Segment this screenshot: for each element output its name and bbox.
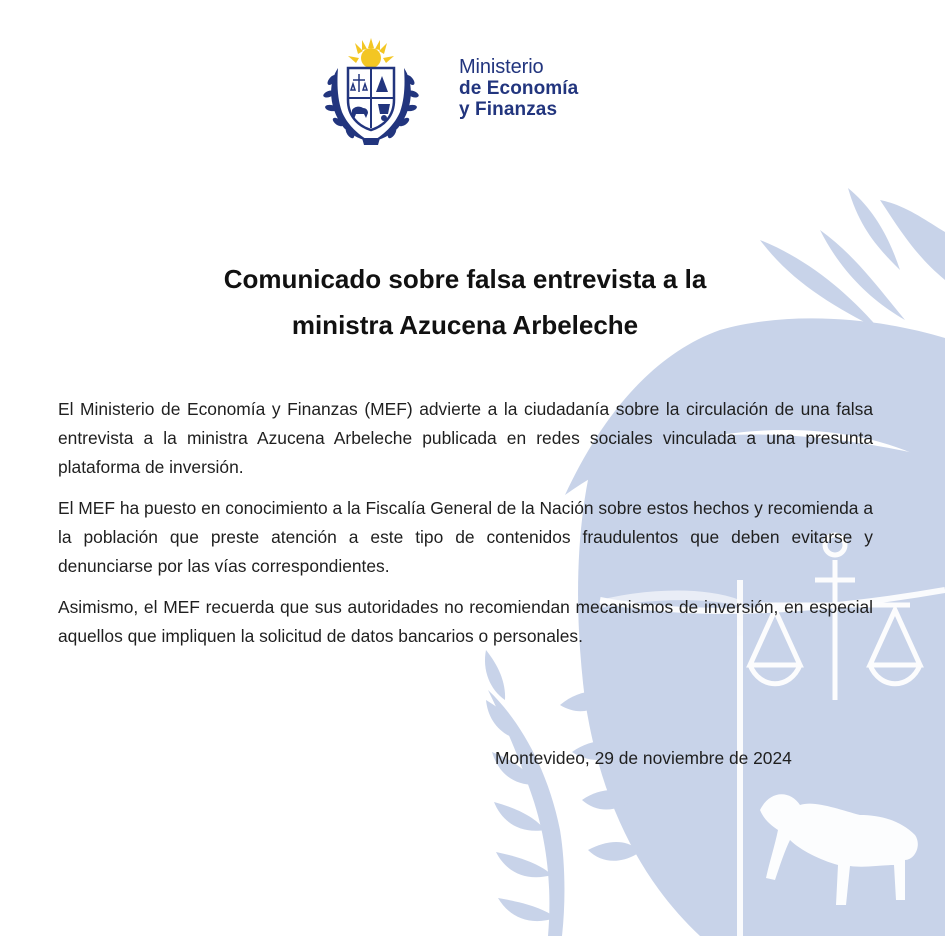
paragraph-2: El MEF ha puesto en conocimiento a la Fiscalía General de la Nación sobre estos hechos y recomienda a la población que preste atención a este tipo de contenidos fraudulentos que deben evitarse y denunciarse por las vías correspondientes. <box>58 498 873 576</box>
uruguay-coat-of-arms-icon <box>322 38 420 146</box>
ministry-name-line3: y Finanzas <box>459 99 558 120</box>
ministry-name-line2: de Economía <box>459 78 579 99</box>
title-line-2: ministra Azucena Arbeleche <box>291 310 639 340</box>
paragraph-1: El Ministerio de Economía y Finanzas (MEF) advierte a la ciudadanía sobre la circulación de una falsa entrevista a la ministra Azucena Arbeleche publicada en redes sociales vinculada a una presunta plataforma de inversión. <box>58 399 873 477</box>
communique-title <box>140 256 790 348</box>
ministry-name-line1: Ministerio <box>459 56 544 78</box>
communique-body <box>58 395 873 663</box>
date-signature: Montevideo, 29 de noviembre de 2024 <box>495 748 792 768</box>
paragraph-3: Asimismo, el MEF recuerda que sus autoridades no recomiendan mecanismos de inversión, en especial aquellos que impliquen la solicitud de datos bancarios o personales. <box>58 597 873 646</box>
title-line-1: Comunicado sobre falsa entrevista a la <box>223 264 707 294</box>
ministry-header <box>322 38 622 146</box>
ministry-wordmark <box>459 57 578 120</box>
